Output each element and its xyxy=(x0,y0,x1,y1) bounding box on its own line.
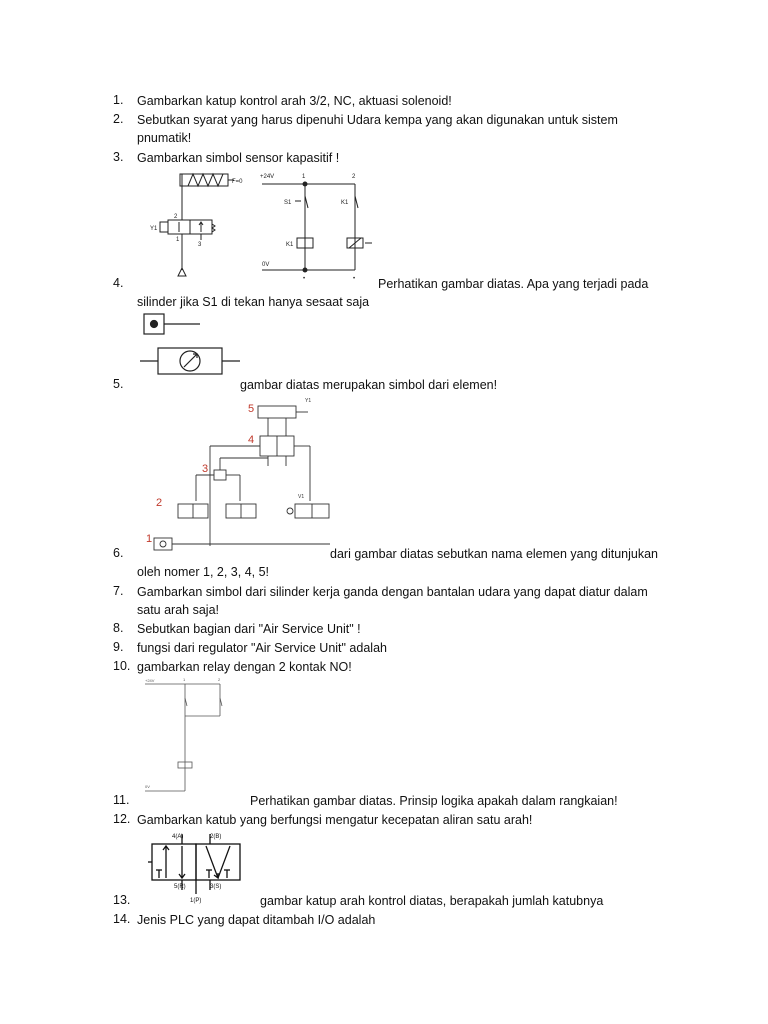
question-6-continuation: oleh nomer 1, 2, 3, 4, 5! xyxy=(137,565,270,579)
ladder-supply-label: +24V xyxy=(145,678,155,683)
question-number-8: 8. xyxy=(113,621,124,635)
ladder-ground-label: 0V xyxy=(145,784,150,789)
port-b-label: 2(B) xyxy=(210,834,222,840)
port-r-label: 5(R) xyxy=(174,884,186,890)
question-number-5: 5. xyxy=(113,377,124,391)
valve-port-3-label: 3 xyxy=(198,242,202,248)
port-s-label: 3(S) xyxy=(210,884,222,890)
element-number-4: 4 xyxy=(248,434,255,446)
question-8-text: Sebutkan bagian dari "Air Service Unit" ! xyxy=(137,622,361,636)
directional-valve-5-2-figure xyxy=(148,830,258,904)
relay-k1-label: K1 xyxy=(286,242,294,248)
sensor-flowmeter-symbol-figure xyxy=(140,312,240,378)
element-number-5: 5 xyxy=(248,403,255,415)
ground-label: 0V xyxy=(262,262,270,268)
ladder-column-2: 2 xyxy=(218,677,221,682)
question-14-text: Jenis PLC yang dapat ditambah I/O adalah xyxy=(137,913,376,927)
question-number-10: 10. xyxy=(113,659,131,673)
numbered-pneumatic-circuit-figure xyxy=(140,396,355,556)
question-2-text: Sebutkan syarat yang harus dipenuhi Udara kempa yang akan digunakan untuk sistem xyxy=(137,113,618,127)
question-6-text: dari gambar diatas sebutkan nama elemen yang ditunjukan xyxy=(330,547,658,561)
question-2-continuation: pnumatik! xyxy=(137,131,192,145)
valve-port-1-label: 1 xyxy=(176,237,180,243)
question-number-13: 13. xyxy=(113,893,131,907)
question-4-text: Perhatikan gambar diatas. Apa yang terjadi pada xyxy=(378,277,649,291)
question-number-4: 4. xyxy=(113,276,124,290)
question-4-continuation: silinder jika S1 di tekan hanya sesaat saja xyxy=(137,295,370,309)
question-7-text: Gambarkan simbol dari silinder kerja ganda dengan bantalan udara yang dapat diatur dalam xyxy=(137,585,648,599)
question-3-text: Gambarkan simbol sensor kapasitif ! xyxy=(137,151,340,165)
switch-s1-label: S1 xyxy=(284,200,292,206)
ladder-column-1: 1 xyxy=(183,677,186,682)
element-number-3: 3 xyxy=(202,463,209,475)
solenoid-y1-label: Y1 xyxy=(150,226,158,232)
cylinder-y1-label: Y1 xyxy=(305,398,312,404)
footer-dot-1: • xyxy=(303,276,306,282)
question-number-6: 6. xyxy=(113,546,124,560)
column-2-label: 2 xyxy=(352,174,356,180)
force-label: F=0 xyxy=(232,179,243,185)
supply-label: +24V xyxy=(260,174,275,180)
cylinder-spring xyxy=(188,174,223,186)
question-number-9: 9. xyxy=(113,640,124,654)
question-13-text: gambar katup arah kontrol diatas, berapakah jumlah katubnya xyxy=(260,894,604,908)
question-number-11: 11. xyxy=(113,793,130,807)
element-number-2: 2 xyxy=(156,497,163,509)
footer-dot-2: • xyxy=(353,276,356,282)
contact-k1-label: K1 xyxy=(341,200,349,206)
question-5-text: gambar diatas merupakan simbol dari elemen! xyxy=(240,378,498,392)
question-1-text: Gambarkan katup kontrol arah 3/2, NC, aktuasi solenoid! xyxy=(137,94,452,108)
shuttle-valve-element-3 xyxy=(214,470,226,480)
question-number-7: 7. xyxy=(113,584,124,598)
question-12-text: Gambarkan katub yang berfungsi mengatur kecepatan aliran satu arah! xyxy=(137,813,533,827)
question-9-text: fungsi dari regulator "Air Service Unit" adalah xyxy=(137,641,387,655)
question-10-text: gambarkan relay dengan 2 kontak NO! xyxy=(137,660,352,674)
question-7-continuation: satu arah saja! xyxy=(137,603,219,617)
question-number-12: 12. xyxy=(113,812,131,826)
question-number-3: 3. xyxy=(113,150,124,164)
valve-port-2-label: 2 xyxy=(174,214,178,220)
port-p-label: 1(P) xyxy=(190,898,202,904)
question-11-text: Perhatikan gambar diatas. Prinsip logika apakah dalam rangkaian! xyxy=(250,794,618,808)
question-number-14: 14. xyxy=(113,912,131,926)
pneumatic-electric-circuit-figure xyxy=(150,168,380,280)
port-a-label: 4(A) xyxy=(172,834,184,840)
cylinder-element xyxy=(258,406,296,418)
relay-ladder-circuit-figure xyxy=(140,676,240,800)
question-number-2: 2. xyxy=(113,112,124,126)
column-1-label: 1 xyxy=(302,174,306,180)
question-number-1: 1. xyxy=(113,93,124,107)
element-number-1: 1 xyxy=(146,533,153,545)
source-element-1 xyxy=(154,538,172,550)
valve-v1-label: V1 xyxy=(298,494,305,500)
